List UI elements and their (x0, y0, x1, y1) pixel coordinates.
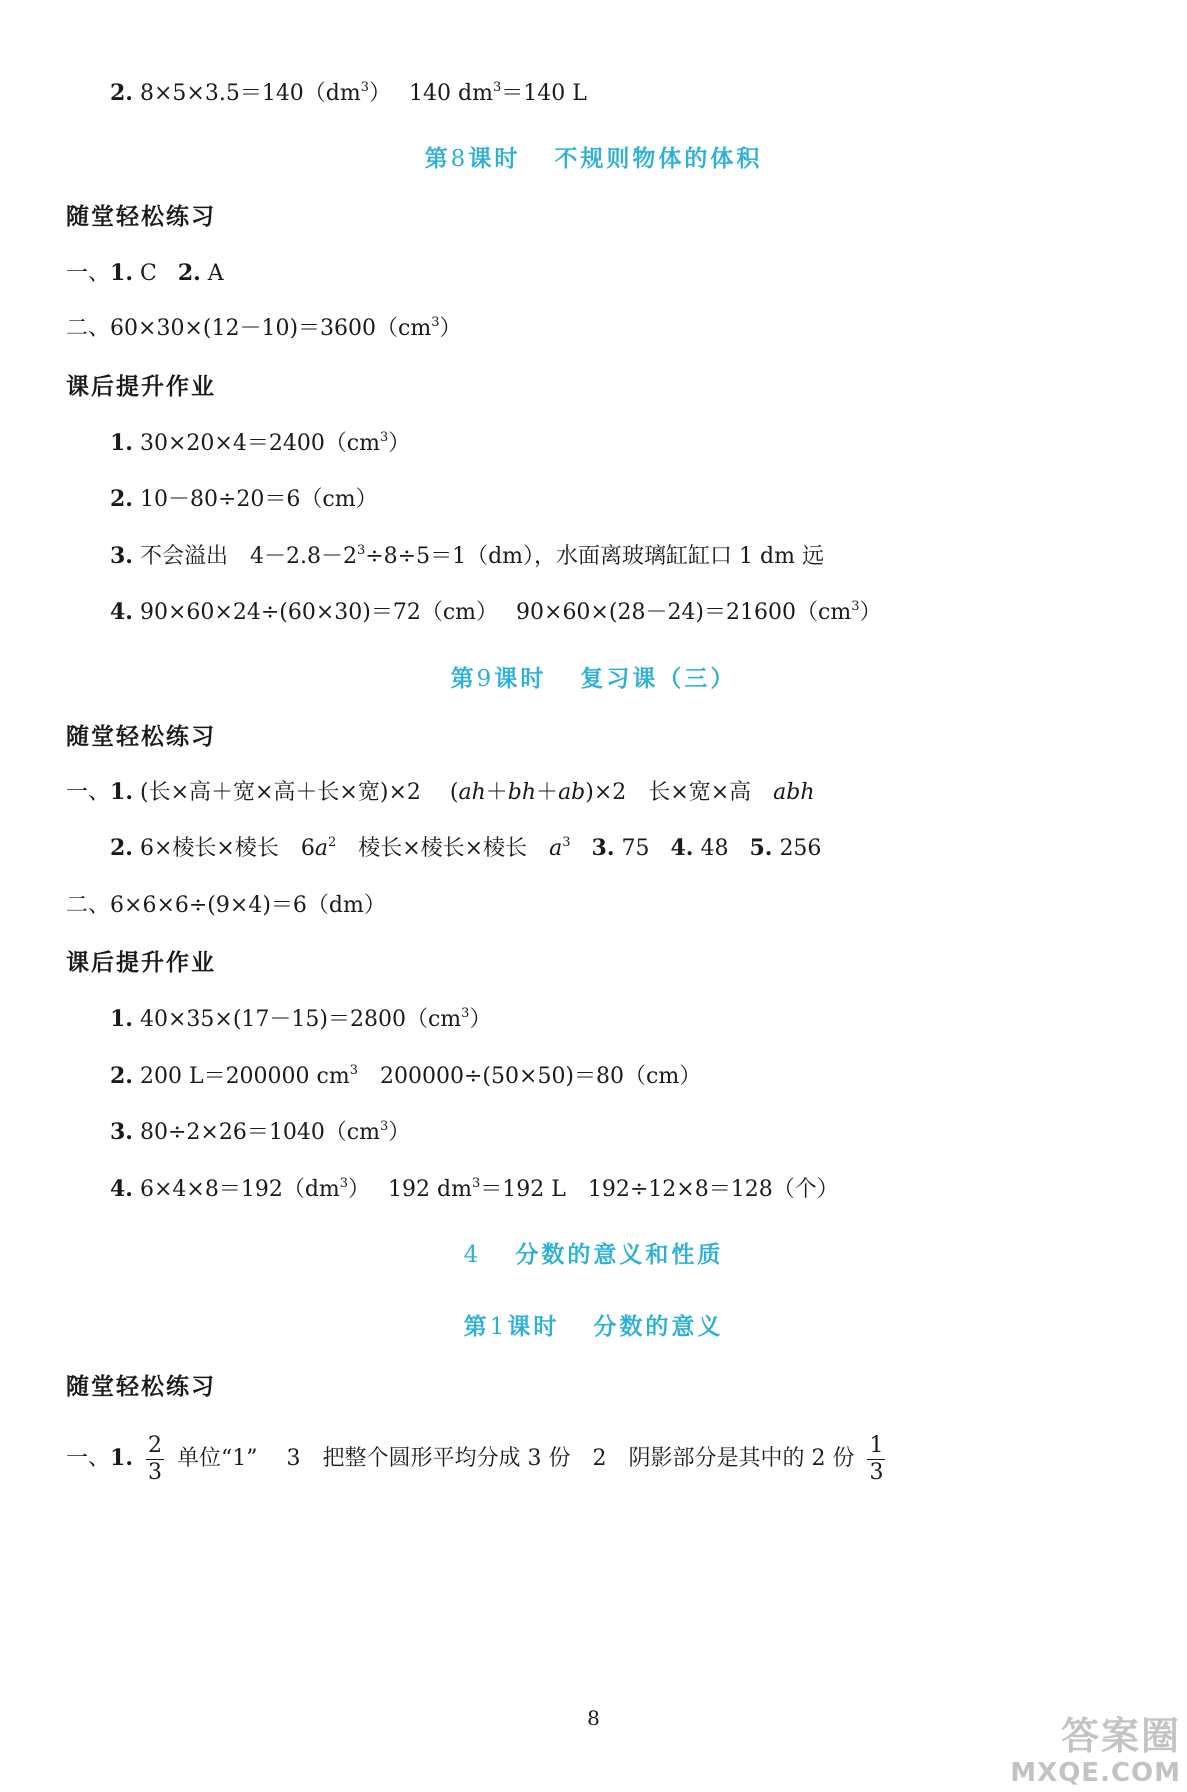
answer-line: 4. 90×60×24÷(60×30)＝72（cm） $90\times 60\times(28-24)=21600(cm^3)$ (110, 599, 882, 625)
answer-line: 2. $8\times 5\times 3.5=140(dm^3)$ 140 $dm^3=140$ L (110, 80, 587, 106)
answer-line: 二、6×6×6÷(9×4)＝6（dm） (66, 893, 386, 918)
answer-line: 2. 10－80÷20＝6（cm） (110, 486, 378, 512)
fraction: $\frac{1}{3}$ (869, 1432, 884, 1485)
section-heading: 随堂轻松练习 (66, 204, 216, 230)
lesson-title: 第8课时 不规则物体的体积 (424, 146, 763, 172)
fraction: $\frac{2}{3}$ (147, 1432, 162, 1485)
item-number: 2. (110, 80, 133, 106)
answer-line: 二、$60\times 30\times(12-10)=3600(cm^3)$ (66, 315, 462, 341)
answer-line: 4. $6\times 4\times 8=192(dm^3)$ 192 $dm^3=192$ L 192÷12×8＝128（个） (110, 1176, 839, 1202)
answer-line: 一、1. C 2. A (66, 260, 224, 286)
answer-line: 2. 6×棱长×棱长 $6a^2$ 棱长×棱长×棱长 $a^3$ 3. 75 4. 48 5. 256 (110, 835, 822, 861)
watermark-logo: 答案圈 MXQE.COM (1010, 1714, 1181, 1788)
page-number: 8 (587, 1706, 600, 1730)
section-heading: 随堂轻松练习 (66, 1374, 216, 1400)
lesson-title: 第1课时 分数的意义 (463, 1314, 724, 1340)
unit-title: 4 分数的意义和性质 (463, 1242, 724, 1268)
answer-line: 2. 200 L＝200000 $cm^3$ 200000÷(50×50)＝80（cm） (110, 1063, 702, 1089)
section-heading: 课后提升作业 (66, 950, 216, 976)
section-heading: 随堂轻松练习 (66, 724, 216, 750)
section-heading: 课后提升作业 (66, 374, 216, 400)
answer-line: 1. $30\times 20\times 4=2400(cm^3)$ (110, 430, 411, 456)
lesson-title: 第9课时 复习课（三） (450, 666, 737, 692)
answer-line: 3. 不会溢出 $4-2.8-2^3\div 8\div 5=1(dm)$，水面离玻璃缸缸口 1 dm 远 (110, 543, 824, 569)
answer-line: 3. $80\div 2\times 26=1040(cm^3)$ (110, 1119, 411, 1145)
answer-line: 一、1. $\frac{2}{3}$ 单位“1” 3 把整个圆形平均分成 3 份 2 阴影部分是其中的 2 份 $\frac{1}{3}$ (66, 1432, 884, 1485)
answer-line: 一、1. (长×高＋宽×高＋长×宽)×2 (ah＋bh＋ab)×2 长×宽×高 abh (66, 779, 815, 805)
answer-line: 1. $40\times 35\times(17-15)=2800(cm^3)$ (110, 1006, 492, 1032)
